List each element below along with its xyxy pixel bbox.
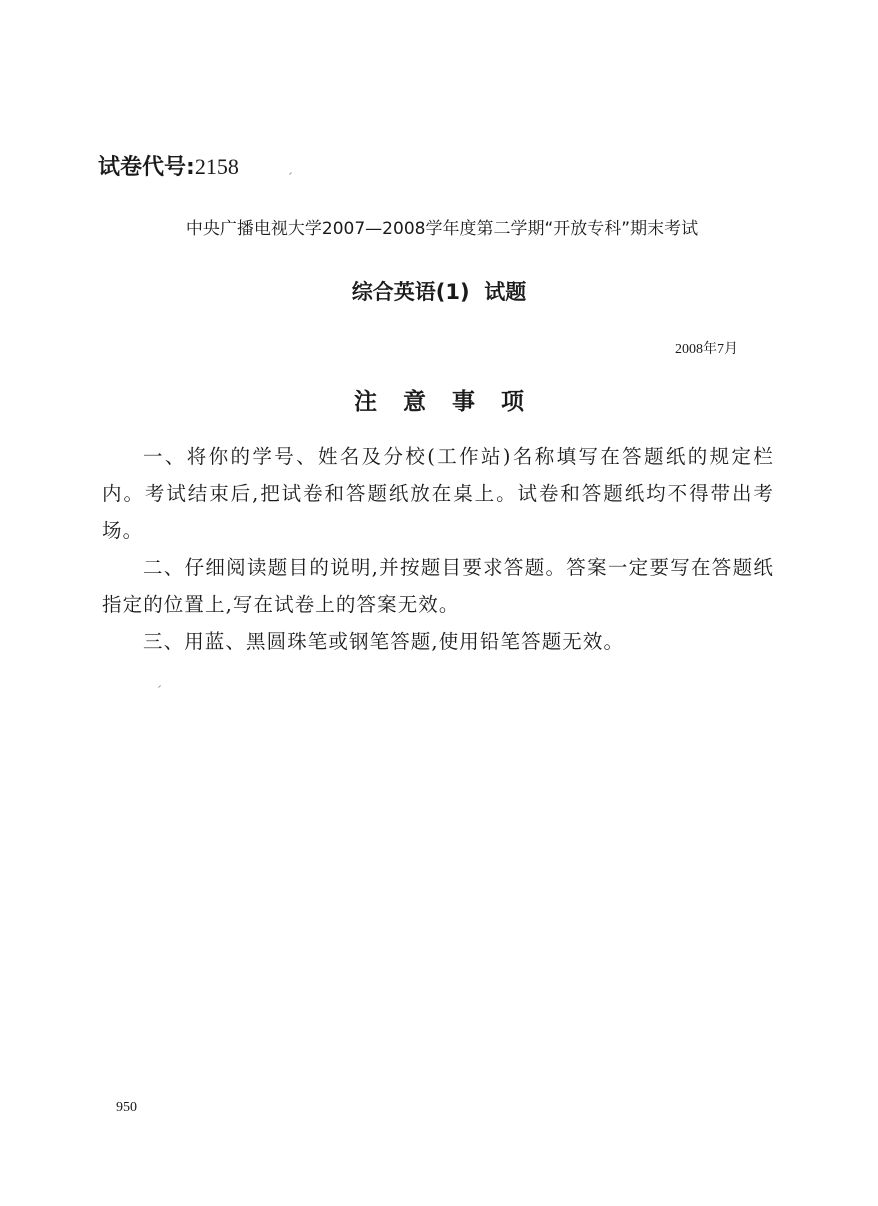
exam-date: 2008年7月 (675, 342, 738, 357)
scan-speck (158, 685, 161, 688)
paper-code-line (98, 152, 239, 183)
notice-item-2: 二、仔细阅读题目的说明,并按题目要求答题。答案一定要写在答题纸指定的位置上,写在试卷上的答案无效。 (102, 556, 774, 616)
scan-speck (289, 172, 292, 175)
subject-title: 综合英语(1) 试题 (351, 280, 527, 304)
exam-name: 中央广播电视大学2007—2008学年度第二学期“开放专科”期末考试 (185, 219, 699, 239)
paper-code-label: 试卷代号: (98, 155, 195, 180)
notice-list (102, 438, 774, 660)
notice-item-3: 三、用蓝、黑圆珠笔或钢笔答题,使用铅笔答题无效。 (143, 630, 625, 653)
notice-heading: 注意事项 (354, 389, 550, 415)
notice-item-1: 一、将你的学号、姓名及分校(工作站)名称填写在答题纸的规定栏内。考试结束后,把试卷和答题纸放在桌上。试卷和答题纸均不得带出考场。 (102, 445, 774, 542)
page-number: 950 (116, 1100, 137, 1115)
paper-code-value: 2158 (194, 154, 239, 179)
